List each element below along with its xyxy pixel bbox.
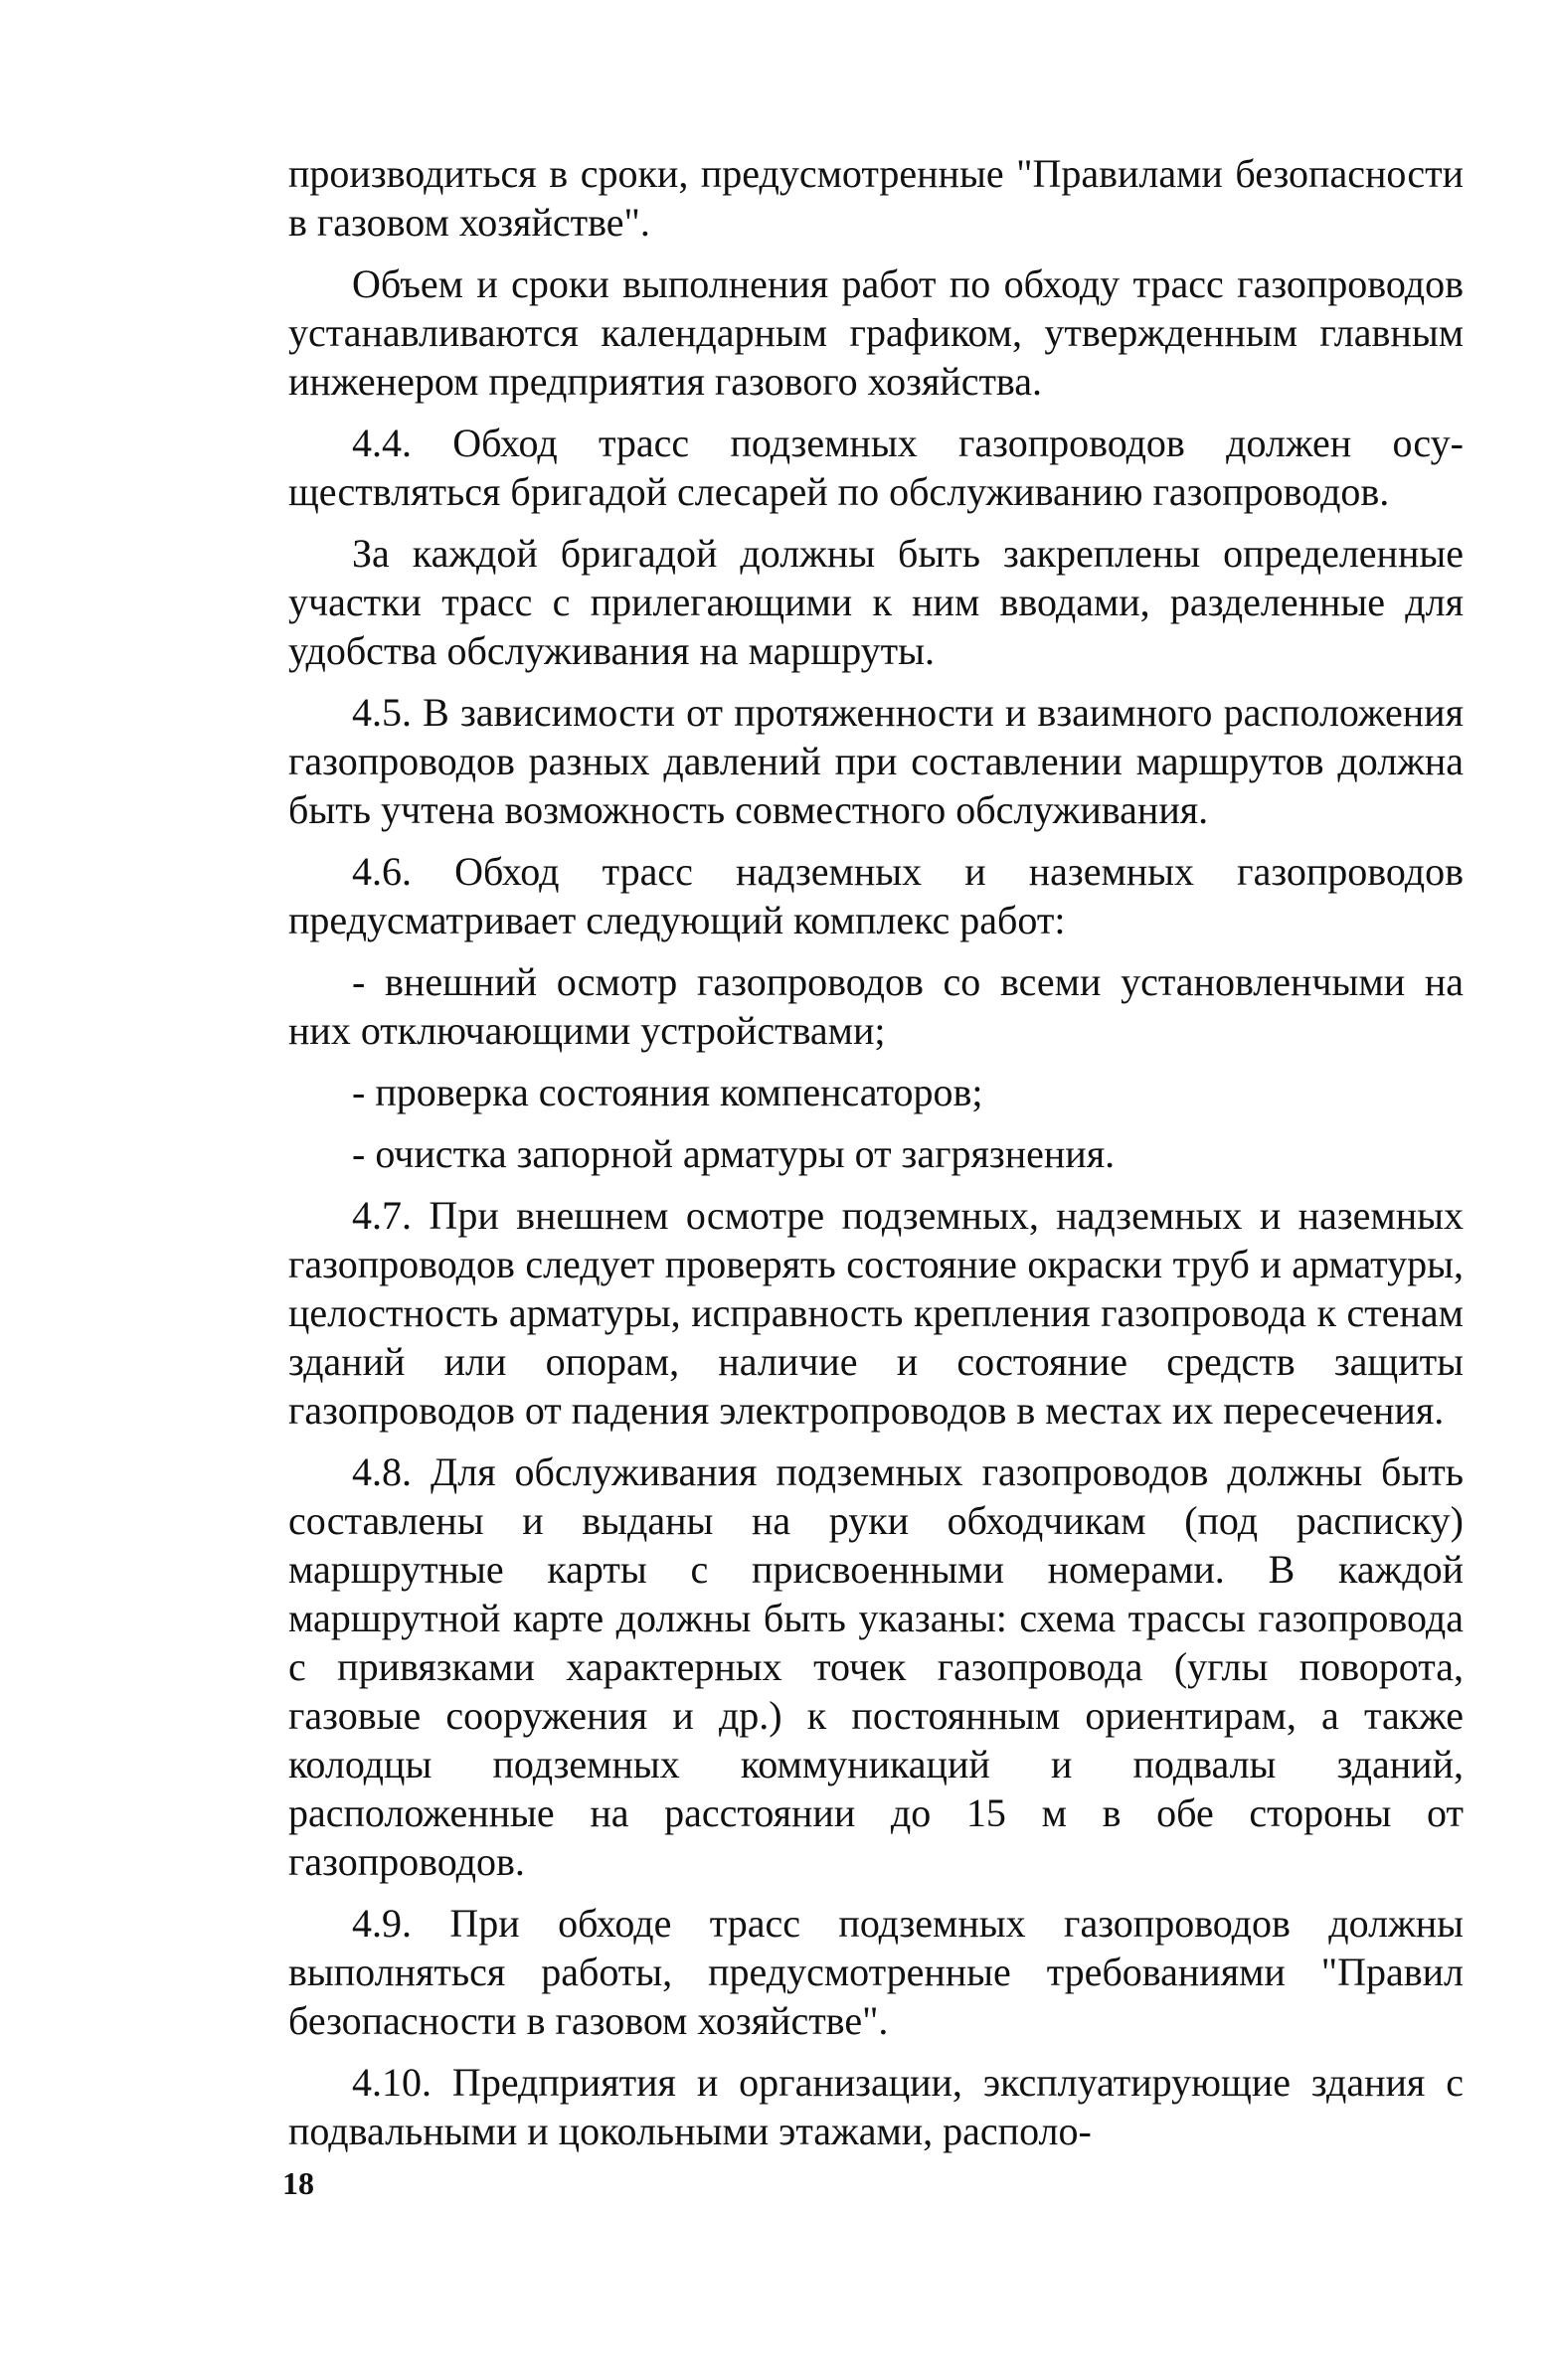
paragraph-4-6: 4.6. Обход трасс надземных и наземных газопроводов предусматривает следующий комплекс работ: bbox=[288, 849, 1464, 942]
paragraph-4-7: 4.7. При внешнем осмотре подземных, надземных и наземных газопроводов следует проверять состояние окраски труб и арматуры, целостность арматуры, исправность крепления газопровода к стенам зданий или опорам, наличие и состояние средств защиты газопроводов от падения электропроводов в местах их пересечения. bbox=[288, 1193, 1464, 1433]
list-item-external-inspection: - внешний осмотр газопроводов со всеми установленчыми на них отключающими устройствами; bbox=[288, 959, 1464, 1053]
paragraph-brigade-assignment: За каждой бригадой должны быть закреплены определенные участки трасс с прилегающими к ним вводами, разделенные для удобства обслуживания на маршруты. bbox=[288, 531, 1464, 673]
paragraph-4-9: 4.9. При обходе трасс подземных газопроводов должны выполняться работы, предусмотренные требованиями "Правил безопасности в газовом хозяйстве". bbox=[288, 1901, 1464, 2043]
paragraph-continuation: производиться в сроки, предусмотренные "Правилами безопасности в газовом хозяйстве". bbox=[288, 151, 1464, 245]
page-number: 18 bbox=[282, 2165, 314, 2201]
paragraph-bypass-schedule: Объем и сроки выполнения работ по обходу трасс газопроводов устанавливаются календарным графиком, утвержденным главным инженером предприятия газового хозяйства. bbox=[288, 261, 1464, 404]
paragraph-4-4: 4.4. Обход трасс подземных газопроводов должен осуществляться бригадой слесарей по обслуживанию газопроводов. bbox=[288, 421, 1464, 514]
paragraph-4-5: 4.5. В зависимости от протяженности и взаимного расположения газопроводов разных давлений при составлении маршрутов должна быть учтена возможность совместного обслуживания. bbox=[288, 690, 1464, 832]
document-page bbox=[288, 149, 1464, 2168]
list-item-valve-cleaning: - очистка запорной арматуры от загрязнения. bbox=[352, 1131, 1116, 1176]
paragraph-4-8: 4.8. Для обслуживания подземных газопроводов должны быть составлены и выданы на руки обходчикам (под расписку) маршрутные карты с присвоенными номерами. В каждой маршрутной карте должны быть указаны: схема трассы газопровода с привязками характерных точек газопровода (углы поворота, газовые сооружения и др.) к постоянным ориентирам, а также колодцы подземных коммуникаций и подвалы зданий, расположенные на расстоянии до 15 м в обе стороны от газопроводов. bbox=[288, 1449, 1464, 1884]
list-item-compensators-check: - проверка состояния компенсаторов; bbox=[352, 1070, 983, 1114]
paragraph-4-10: 4.10. Предприятия и организации, эксплуатирующие здания с подвальными и цокольными этажами, располо- bbox=[288, 2060, 1464, 2153]
